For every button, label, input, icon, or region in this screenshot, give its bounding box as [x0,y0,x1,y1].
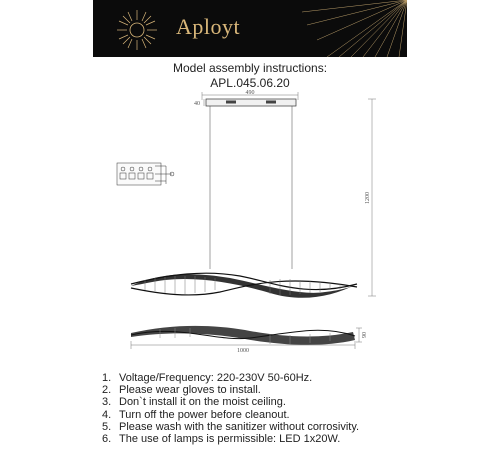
suspension-wires [210,106,292,269]
lamp-length-label: 1000 [237,348,249,354]
canopy-height-label: 40 [194,101,200,107]
model-number: APL.045.06.20 [210,76,290,90]
canopy-mount-icon [226,101,236,104]
decorative-rays [287,0,407,57]
canopy-mount-icon [266,101,276,104]
canopy-width-label: 490 [245,90,255,96]
lamp-side-view [131,326,355,345]
instruction-list [102,372,359,445]
total-height-label: 1200 [365,192,371,204]
sunburst-logo-icon [115,8,159,52]
list-item: 2. Please wear gloves to install. [102,384,261,397]
lamp-height-label: 90 [362,332,368,338]
lamp-front-view [131,273,357,298]
ceiling-canopy [206,99,296,106]
technical-drawing [0,88,500,370]
list-item: 3. Don`t install it on the moist ceiling. [102,396,286,409]
brand-name: Aployt [176,14,241,39]
document-title: Model assembly instructions: [172,61,328,75]
brand-banner [93,0,407,57]
list-item: 6. The use of lamps is permissible: LED 1x20W. [102,433,341,446]
terminal-block-icon [117,163,174,185]
list-item: 4. Turn off the power before cleanout. [102,408,290,421]
list-item: 1. Voltage/Frequency: 220-230V 50-60Hz. [102,372,313,384]
list-item: 5. Please wash with the sanitizer without corrosivity. [102,420,360,433]
